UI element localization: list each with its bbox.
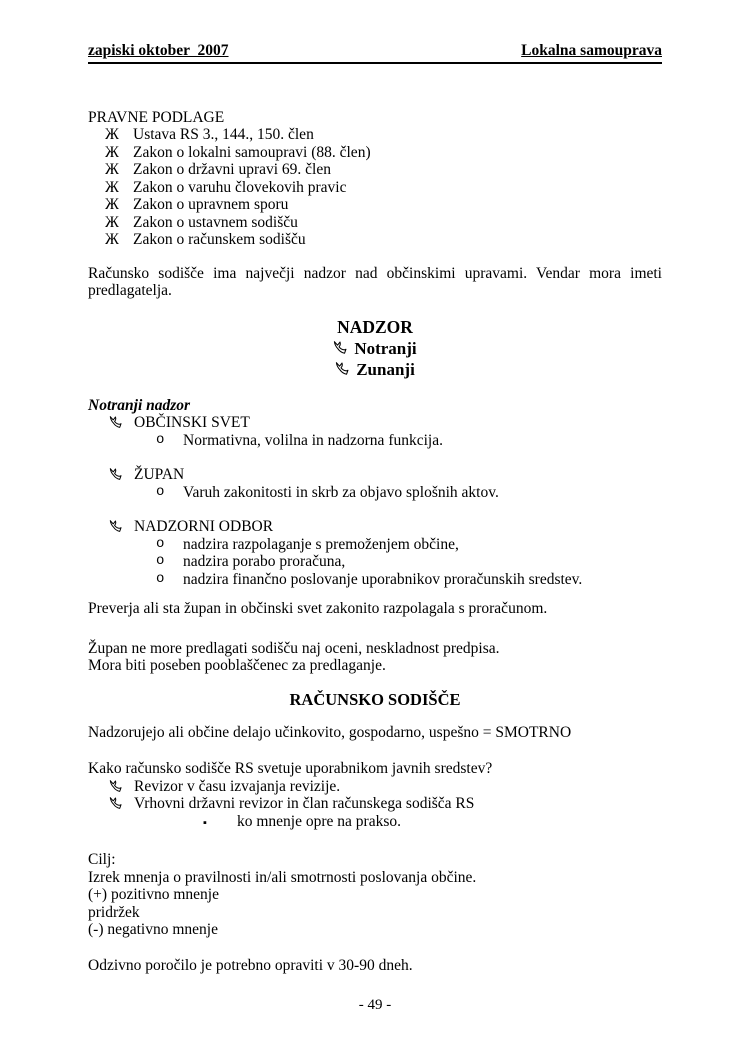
paragraph-odzivno: Odzivno poročilo je potrebno opraviti v 30-90 dneh. (88, 956, 413, 974)
paragraph-line: Mora biti poseben pooblaščenec za predlaganje. (88, 657, 386, 674)
list-item-text: Zakon o lokalni samoupravi (88. člen) (133, 143, 371, 161)
list-item (88, 144, 662, 162)
cilj-line: (+) pozitivno mnenje (88, 886, 219, 903)
group-heading: ŽUPAN (134, 466, 185, 483)
circle-bullet-icon: o (156, 431, 165, 448)
list-item (88, 196, 662, 214)
nadzor-item (88, 359, 662, 380)
header-right: Lokalna samouprava (521, 42, 662, 59)
paragraph-nadzorujejo: Nadzorujejo ali občine delajo učinkovito, gospodarno, uspešno = SMOTRNO (88, 723, 572, 741)
paragraph-racunsko-intro (88, 265, 662, 300)
zhe-bullet-icon: Ж (105, 178, 119, 196)
notranji-nadzor-heading: Notranji nadzor (88, 396, 191, 414)
list-item-text: Zakon o varuhu človekovih pravic (133, 178, 347, 196)
zhe-bullet-icon: Ж (105, 143, 119, 161)
list-item (88, 126, 662, 144)
sub-item-text: Normativna, volilna in nadzorna funkcija. (183, 431, 443, 449)
list-item (88, 231, 662, 249)
list-item-text: Revizor v času izvajanja revizije. (134, 777, 341, 795)
square-bullet-icon: ▪ (203, 816, 207, 829)
paragraph-line: Župan ne more predlagati sodišču naj oceni, neskladnost predpisa. (88, 639, 500, 657)
paragraph-line: Računsko sodišče ima največji nadzor nad občinskimi upravami. Vendar mora imeti (88, 264, 662, 282)
group-heading: OBČINSKI SVET (134, 414, 250, 431)
list-item-text: Zakon o računskem sodišču (133, 231, 306, 248)
sub-item-row (88, 484, 662, 502)
list-item (88, 214, 662, 232)
nadzor-item-text: Notranji (354, 338, 417, 358)
nadzor-item-text: Zunanji (356, 359, 415, 379)
nadzor-title: NADZOR (337, 316, 413, 337)
section-title-pravne: PRAVNE PODLAGE (88, 108, 225, 126)
list-item (88, 795, 662, 813)
kako-section (88, 760, 662, 832)
paragraph-preverja: Preverja ali sta župan in občinski svet zakonito razpolagala s proračunom. (88, 600, 548, 617)
list-item (88, 161, 662, 179)
page-header (88, 0, 662, 64)
sub-item-text: Varuh zakonitosti in skrb za objavo splošnih aktov. (183, 483, 499, 501)
cilj-line: Cilj: (88, 851, 116, 868)
hand-dingbat-icon (109, 795, 134, 810)
paragraph-zupan (88, 640, 662, 675)
zhe-bullet-icon: Ж (105, 161, 119, 178)
hand-dingbat-icon (109, 518, 134, 533)
header-left: zapiski oktober 2007 (88, 42, 229, 59)
zhe-bullet-icon: Ж (105, 213, 119, 231)
paragraph-kako: Kako računsko sodišče RS svetuje uporabnikom javnih sredstev? (88, 760, 493, 777)
nadzor-item (88, 338, 662, 359)
zhe-bullet-icon: Ж (105, 231, 119, 248)
group-heading-row (88, 466, 662, 484)
circle-bullet-icon: o (156, 483, 165, 500)
sub-item-text: nadzira porabo proračuna, (183, 553, 346, 570)
cilj-line: (-) negativno mnenje (88, 921, 218, 938)
cilj-line: Izrek mnenja o pravilnosti in/ali smotrnosti poslovanja občine. (88, 868, 477, 886)
group-heading: NADZORNI ODBOR (134, 518, 274, 535)
sub-item-row (88, 432, 662, 450)
cilj-section (88, 851, 662, 939)
sub-item-row (88, 553, 662, 571)
page-number: - 49 - (358, 997, 392, 1013)
sub-item-row (88, 571, 662, 589)
hand-dingbat-icon (333, 341, 347, 355)
pravne-list (88, 126, 662, 249)
nadzor-section (88, 316, 662, 380)
group-heading-row (88, 414, 662, 432)
list-item (88, 179, 662, 197)
hand-dingbat-icon (109, 778, 134, 793)
list-item-text: Ustava RS 3., 144., 150. člen (133, 126, 314, 143)
circle-bullet-icon: o (156, 553, 165, 569)
sub-item-row (88, 813, 662, 833)
hand-dingbat-icon (109, 414, 134, 429)
cilj-line: pridržek (88, 903, 140, 921)
paragraph-line: predlagatelja. (88, 282, 172, 299)
group-heading-row (88, 518, 662, 536)
hand-dingbat-icon (109, 466, 134, 481)
circle-bullet-icon: o (156, 570, 165, 587)
list-item-text: Zakon o ustavnem sodišču (133, 213, 298, 231)
zhe-bullet-icon: Ж (105, 126, 119, 143)
racunsko-sodisce-heading: RAČUNSKO SODIŠČE (289, 689, 461, 709)
sub-item-text: nadzira finančno poslovanje uporabnikov proračunskih sredstev. (183, 570, 583, 588)
list-item-text: Vrhovni državni revizor in član računskega sodišča RS (134, 795, 475, 812)
sub-item-row (88, 536, 662, 554)
list-item (88, 778, 662, 796)
notranji-groups (88, 414, 662, 588)
sub-item-text: ko mnenje opre na prakso. (237, 812, 401, 830)
list-item-text: Zakon o državni upravi 69. člen (133, 161, 331, 178)
hand-dingbat-icon (335, 362, 349, 376)
sub-item-text: nadzira razpolaganje s premoženjem občine, (183, 535, 459, 553)
list-item-text: Zakon o upravnem sporu (133, 196, 289, 213)
zhe-bullet-icon: Ж (105, 196, 119, 213)
circle-bullet-icon: o (156, 535, 165, 552)
